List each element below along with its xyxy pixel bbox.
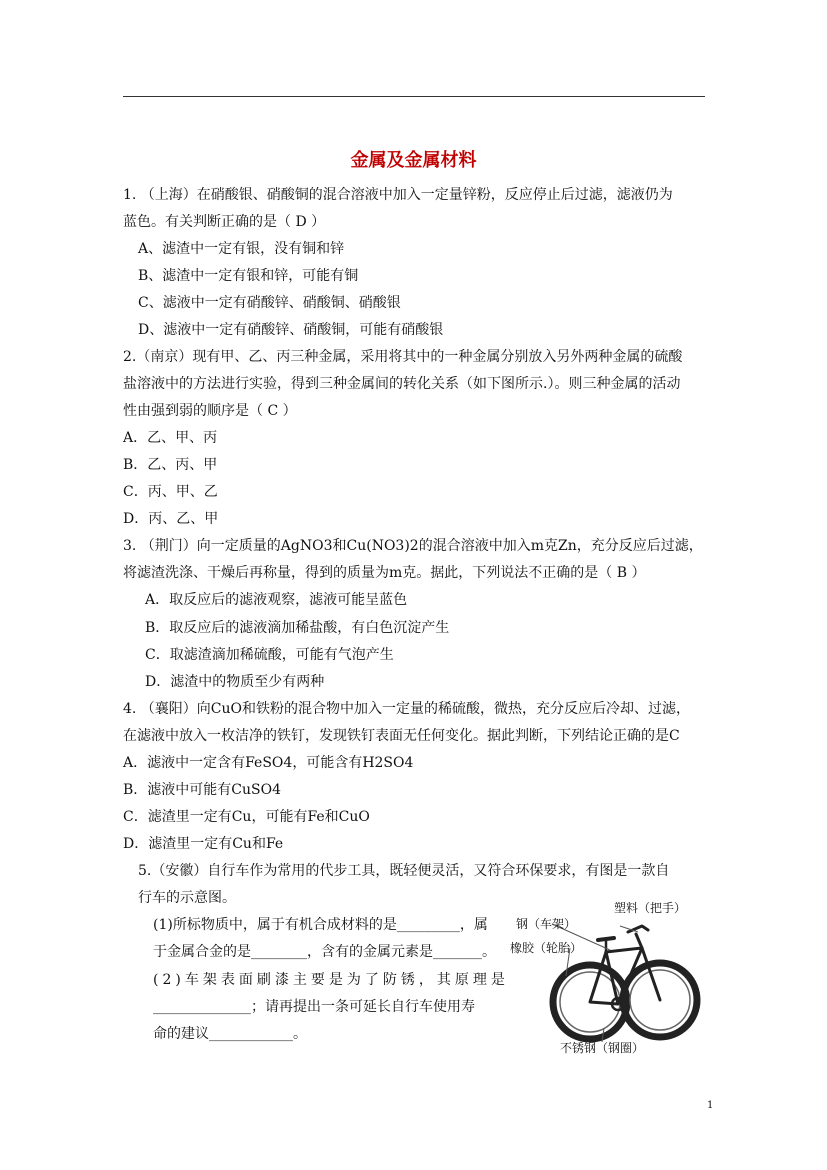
q5-line-2: 行车的示意图。 xyxy=(138,890,236,906)
q3-line-1: 3. （荆门）向一定质量的AgNO3和Cu(NO3)2的混合溶液中加入m克Zn，充分反应后过滤， xyxy=(123,538,703,554)
q5-line-1: 5.（安徽）自行车作为常用的代步工具，既轻便灵活，又符合环保要求，有图是一款自 xyxy=(138,863,670,879)
q1-line-2: 蓝色。有关判断正确的是（ D ） xyxy=(123,214,326,230)
q5-sub1-line-1: (1)所标物质中，属于有机合成材料的是_________，属 xyxy=(153,917,488,933)
q3-option-d: D．滤渣中的物质至少有两种 xyxy=(145,674,325,690)
q2-line-3: 性由强到弱的顺序是（ C ） xyxy=(123,403,297,419)
q2-option-c: C．丙、甲、乙 xyxy=(123,484,218,500)
q2-option-d: D．丙、乙、甲 xyxy=(123,511,219,527)
label-stainless: 不锈钢（钢圈） xyxy=(560,1041,645,1055)
q4-line-2: 在滤液中放入一枚洁净的铁钉，发现铁钉表面无任何变化。据此判断，下列结论正确的是C xyxy=(123,728,680,744)
q5-sub2-line-2: ______________；请再提出一条可延长自行车使用寿 xyxy=(153,999,475,1015)
q2-option-a: A．乙、甲、丙 xyxy=(123,430,218,446)
q3-option-c: C．取滤渣滴加稀硫酸，可能有气泡产生 xyxy=(145,647,394,663)
q5-sub2-line-3: 命的建议____________。 xyxy=(153,1026,307,1042)
q1-option-d: D、滤液中一定有硝酸锌、硝酸铜，可能有硝酸银 xyxy=(138,322,444,338)
q4-option-c: C．滤渣里一定有Cu，可能有Fe和CuO xyxy=(123,809,370,825)
q5-sub1-line-2: 于金属合金的是________，含有的金属元素是_______。 xyxy=(153,944,496,960)
q3-line-2: 将滤渣洗涤、干燥后再称量，得到的质量为m克。据此，下列说法不正确的是（ B ） xyxy=(123,565,646,581)
q4-option-d: D．滤渣里一定有Cu和Fe xyxy=(123,836,284,852)
q2-line-1: 2.（南京）现有甲、乙、丙三种金属，采用将其中的一种金属分别放入另外两种金属的硫酸 xyxy=(123,349,683,365)
label-plastic: 塑料（把手） xyxy=(614,901,687,915)
q1-option-a: A、滤渣中一定有银，没有铜和锌 xyxy=(138,241,345,257)
page-title: 金属及金属材料 xyxy=(350,150,477,171)
q4-option-b: B．滤液中可能有CuSO4 xyxy=(123,782,281,798)
q3-option-b: B．取反应后的滤液滴加稀盐酸，有白色沉淀产生 xyxy=(145,620,450,636)
q1-line-1: 1. （上海）在硝酸银、硝酸铜的混合溶液中加入一定量锌粉，反应停止后过滤，滤液仍为 xyxy=(123,187,673,203)
header-rule xyxy=(123,96,705,97)
q3-option-a: A．取反应后的滤液观察，滤液可能呈蓝色 xyxy=(145,592,408,608)
label-steel: 钢（车架） xyxy=(516,917,577,931)
q2-line-2: 盐溶液中的方法进行实验，得到三种金属间的转化关系（如下图所示.）。则三种金属的活动 xyxy=(123,376,681,392)
q5-sub2-line-1: (2)车架表面刷漆主要是为了防锈，其原理是 xyxy=(153,972,509,988)
q4-option-a: A．滤液中一定含有FeSO4，可能含有H2SO4 xyxy=(123,755,414,771)
page-number: 1 xyxy=(707,1100,714,1111)
q1-option-b: B、滤渣中一定有银和锌，可能有铜 xyxy=(138,268,359,284)
q2-option-b: B．乙、丙、甲 xyxy=(123,457,218,473)
q4-line-1: 4. （襄阳）向CuO和铁粉的混合物中加入一定量的稀硫酸，微热，充分反应后冷却、过滤， xyxy=(123,701,691,717)
q1-option-c: C、滤液中一定有硝酸锌、硝酸铜、硝酸银 xyxy=(138,295,401,311)
bicycle-figure xyxy=(510,896,715,1056)
label-rubber: 橡胶（轮胎） xyxy=(510,941,583,955)
